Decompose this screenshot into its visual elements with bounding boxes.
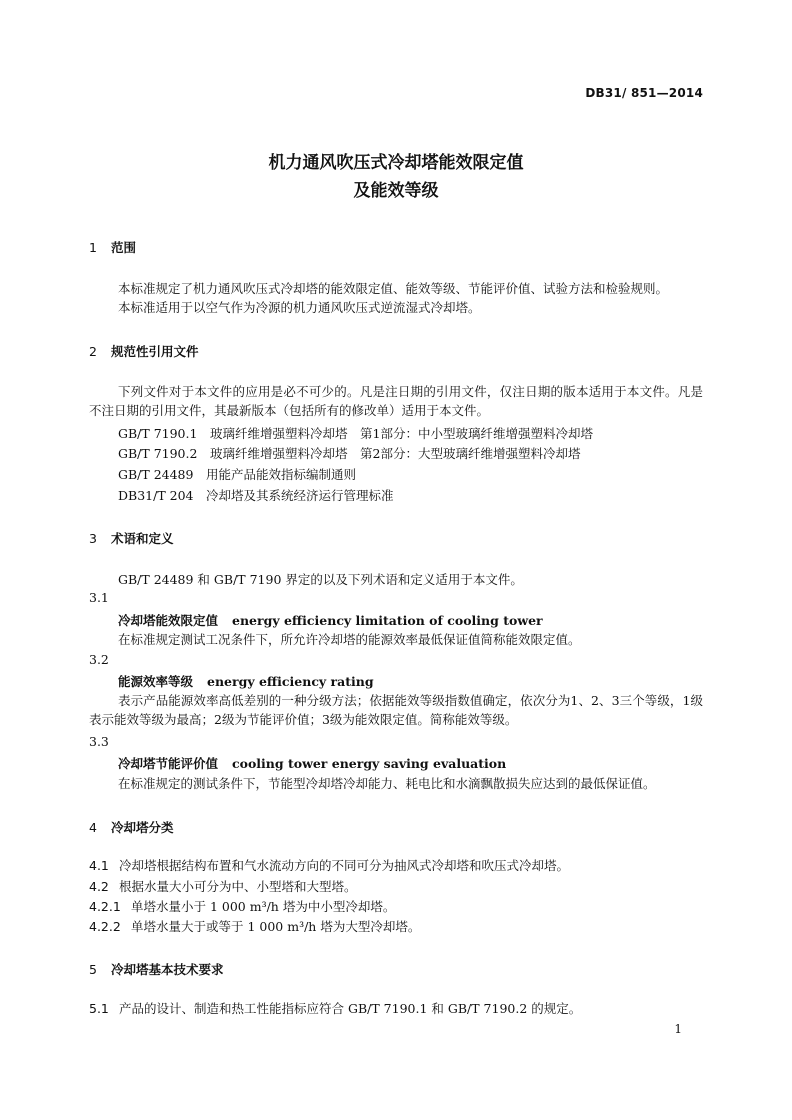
reference-item: GB/T 7190.1 玻璃纤维增强塑料冷却塔 第1部分：中小型玻璃纤维增强塑料冷却塔: [118, 426, 593, 441]
page-number: 1: [674, 1022, 682, 1036]
term-3-1-definition: 在标准规定测试工况条件下，所允许冷却塔的能源效率最低保证值简称能效限定值。: [118, 632, 581, 647]
clause-4-2-2: 4.2.2 单塔水量大于或等于 1 000 m³/h 塔为大型冷却塔。: [89, 919, 421, 934]
section-3-intro: GB/T 24489 和 GB/T 7190 界定的以及下列术语和定义适用于本文件。: [118, 572, 523, 587]
section-3-heading: 3 术语和定义: [89, 531, 174, 546]
term-3-2-number: 3.2: [89, 652, 109, 667]
section-5-heading: 5 冷却塔基本技术要求: [89, 962, 224, 977]
clause-4-2: 4.2 根据水量大小可分为中、小型塔和大型塔。: [89, 879, 357, 894]
clause-4-2-1: 4.2.1 单塔水量小于 1 000 m³/h 塔为中小型冷却塔。: [89, 899, 396, 914]
section-4-heading: 4 冷却塔分类: [89, 820, 174, 835]
title-line-1: 机力通风吹压式冷却塔能效限定值: [268, 153, 524, 173]
reference-item: GB/T 7190.2 玻璃纤维增强塑料冷却塔 第2部分：大型玻璃纤维增强塑料冷却塔: [118, 446, 581, 461]
clause-5-1: 5.1 产品的设计、制造和热工性能指标应符合 GB/T 7190.1 和 GB/T 7190.2 的规定。: [89, 1001, 582, 1016]
term-3-3: 冷却塔节能评价值 cooling tower energy saving evaluation: [118, 756, 507, 771]
reference-item: GB/T 24489 用能产品能效指标编制通则: [118, 467, 357, 482]
title-line-2: 及能效等级: [353, 181, 439, 201]
section-2-heading: 2 规范性引用文件: [89, 344, 199, 359]
term-3-2-definition: 表示产品能源效率高低差别的一种分级方法；依据能效等级指数值确定，依次分为1、2、3三个等级，1级表示能效等级为最高；2级为节能评价值；3级为能效限定值。简称能效等级。: [89, 693, 703, 727]
clause-4-1: 4.1 冷却塔根据结构布置和气水流动方向的不同可分为抽风式冷却塔和吹压式冷却塔。: [89, 858, 570, 873]
term-3-2: 能源效率等级 energy efficiency rating: [118, 674, 374, 689]
section-2-intro: 下列文件对于本文件的应用是必不可少的。凡是注日期的引用文件，仅注日期的版本适用于本文件。凡是不注日期的引用文件，其最新版本（包括所有的修改单）适用于本文件。: [89, 384, 703, 418]
section-1-heading: 1 范围: [89, 240, 137, 255]
section-1-paragraph-1: 本标准规定了机力通风吹压式冷却塔的能效限定值、能效等级、节能评价值、试验方法和检验规则。: [118, 281, 669, 296]
document-number: DB31/ 851—2014: [585, 86, 703, 100]
section-1-paragraph-2: 本标准适用于以空气作为冷源的机力通风吹压式逆流湿式冷却塔。: [118, 300, 481, 315]
term-3-1-number: 3.1: [89, 590, 109, 605]
reference-item: DB31/T 204 冷却塔及其系统经济运行管理标准: [118, 488, 394, 503]
term-3-1: 冷却塔能效限定值 energy efficiency limitation of cooling tower: [118, 613, 543, 628]
term-3-3-number: 3.3: [89, 734, 109, 749]
term-3-3-definition: 在标准规定的测试条件下，节能型冷却塔冷却能力、耗电比和水滴飘散损失应达到的最低保证值。: [118, 776, 656, 791]
